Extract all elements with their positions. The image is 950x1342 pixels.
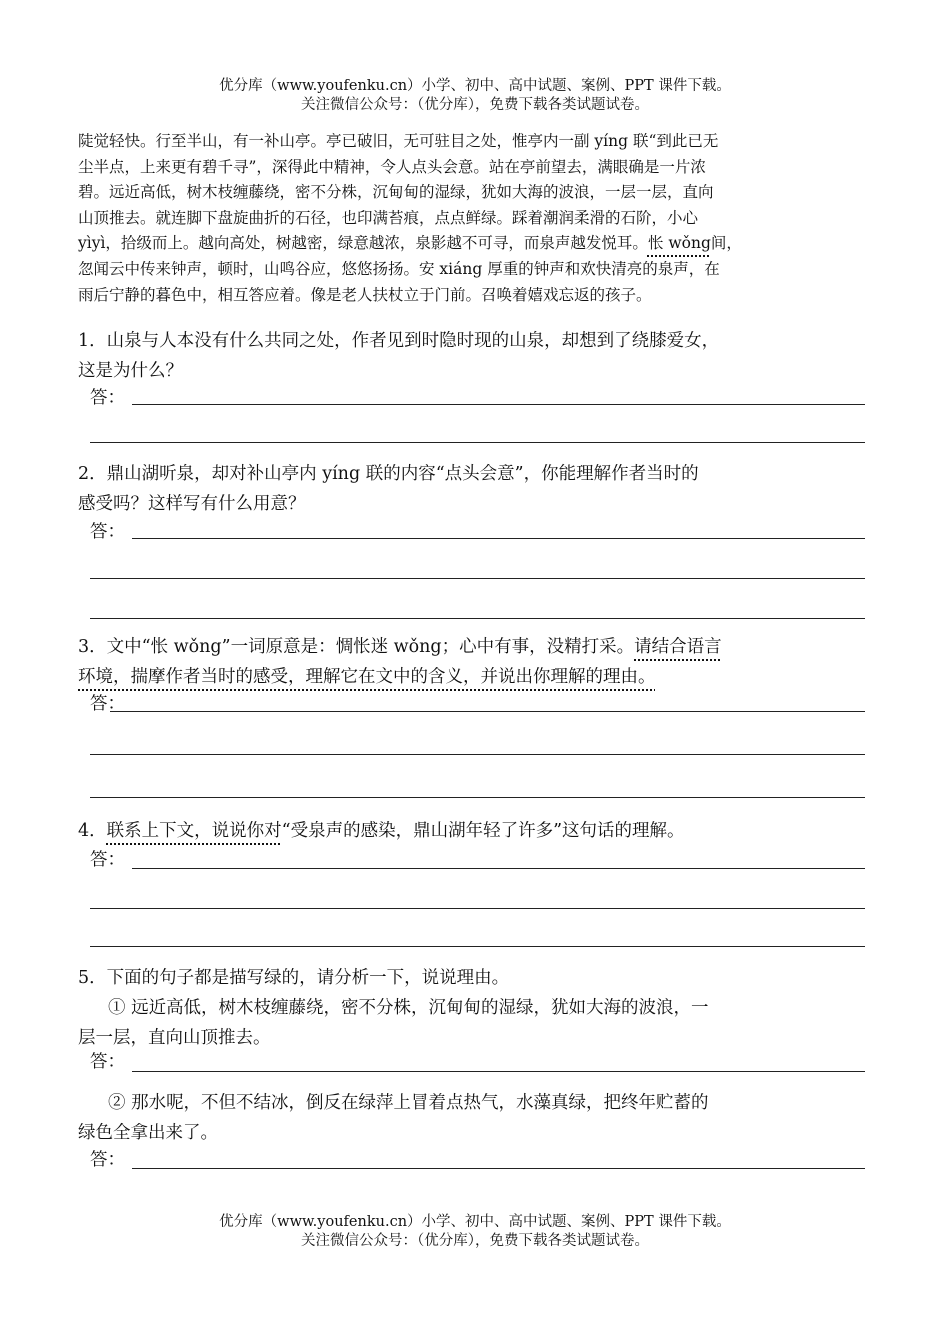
question-text: 这是为什么？: [78, 361, 183, 381]
reading-passage: [78, 129, 868, 308]
answer-line[interactable]: [132, 404, 865, 405]
sentence-1: ① 远近高低，树木枝缠藤绕，密不分株，沉甸甸的湿绿，犹如大海的波浪，一: [108, 998, 709, 1018]
answer-label: 答：: [90, 850, 125, 870]
sentence-1-cont: 层一层，直向山顶推去。: [78, 1028, 271, 1048]
answer-line[interactable]: [90, 578, 865, 579]
answer-label: 答：: [90, 388, 125, 408]
passage-line: 忽闻云中传来钟声，顿时，山鸣谷应，悠悠扬扬。安 xiáng 厚重的钟声和欢快清亮的泉声，在: [78, 259, 720, 278]
question-text: 5．下面的句子都是描写绿的，请分析一下，说说理由。: [78, 968, 510, 988]
page-header: [0, 77, 950, 115]
sentence-2: ② 那水呢，不但不结冰，倒反在绿萍上冒着点热气，水藻真绿，把终年贮蓄的: [108, 1093, 709, 1113]
passage-line: 山顶推去。就连脚下盘旋曲折的石径，也印满苔痕，点点鲜绿。踩着潮润柔滑的石阶，小心: [78, 208, 699, 227]
header-line-2: 关注微信公众号：（优分库），免费下载各类试题试卷。: [301, 97, 649, 113]
passage-line: [78, 231, 868, 257]
answer-line[interactable]: [90, 797, 865, 798]
question-text: “受泉声的感染，鼎山湖年轻了许多”这句话的理解。: [281, 821, 685, 841]
question-text: 3．文中“怅 wǒng”一词原意是：惆怅迷 wǒng；心中有事，没精打采。: [78, 637, 635, 657]
answer-line[interactable]: [110, 711, 865, 712]
answer-line[interactable]: [132, 1071, 865, 1072]
answer-label: 答：: [90, 1150, 125, 1170]
question-2: [78, 459, 878, 519]
answer-line[interactable]: [132, 1168, 865, 1169]
answer-line[interactable]: [90, 946, 865, 947]
question-3: [78, 632, 878, 692]
question-line: [78, 816, 878, 846]
answer-line[interactable]: [132, 538, 865, 539]
answer-label: 答：: [90, 694, 125, 714]
footer-line-1: 优分库（www.youfenku.cn）小学、初中、高中试题、案例、PPT 课件下载。: [219, 1214, 731, 1230]
question-5-sentence-2: [78, 1088, 878, 1148]
passage-line: 碧。远近高低，树木枝缠藤绕，密不分株，沉甸甸的湿绿，犹如大海的波浪，一层一层，直向: [78, 183, 714, 202]
emphasized-word: 怅 wǒng: [647, 234, 711, 253]
question-text: 1．山泉与人本没有什么共同之处，作者见到时隐时现的山泉，却想到了绕膝爱女，: [78, 331, 720, 351]
emphasized-text: 请结合语言: [634, 637, 722, 657]
answer-line[interactable]: [90, 754, 865, 755]
emphasized-text: 环境，揣摩作者当时的感受，理解它在文中的含义，并说出你理解的理由。: [78, 667, 656, 687]
question-line: [78, 662, 878, 692]
answer-label: 答：: [90, 1052, 125, 1072]
footer-line-2: 关注微信公众号：（优分库），免费下载各类试题试卷。: [301, 1233, 649, 1249]
answer-line[interactable]: [90, 908, 865, 909]
emphasized-text: 联系上下文，说说你对: [106, 821, 282, 841]
answer-line[interactable]: [90, 442, 865, 443]
question-text: 4．: [78, 821, 107, 841]
passage-text: yìyì，拾级而上。越向高处，树越密，绿意越浓，泉影越不可寻，而泉声越发悦耳。: [78, 234, 648, 253]
question-line: [78, 632, 878, 662]
question-text: 2．鼎山湖听泉，却对补山亭内 yíng 联的内容“点头会意”，你能理解作者当时的: [78, 464, 699, 484]
answer-label: 答：: [90, 522, 125, 542]
sentence-2-cont: 绿色全拿出来了。: [78, 1123, 218, 1143]
header-line-1: 优分库（www.youfenku.cn）小学、初中、高中试题、案例、PPT 课件下载。: [219, 78, 731, 94]
question-1: [78, 326, 878, 386]
page-footer: [0, 1213, 950, 1251]
passage-line: 尘半点，上来更有碧千寻”，深得此中精神，令人点头会意。站在亭前望去，满眼确是一片浓: [78, 157, 706, 176]
answer-line[interactable]: [132, 868, 865, 869]
question-text: 感受吗？这样写有什么用意？: [78, 494, 306, 514]
answer-line[interactable]: [90, 618, 865, 619]
passage-line: 陡觉轻快。行至半山，有一补山亭。亭已破旧，无可驻目之处，惟亭内一副 yíng 联“到此已无: [78, 132, 719, 150]
question-4: [78, 816, 878, 846]
passage-text: 间，: [710, 234, 742, 253]
passage-line: 雨后宁静的暮色中，相互答应着。像是老人扶杖立于门前。召唤着嬉戏忘返的孩子。: [78, 285, 652, 304]
question-5: [78, 963, 878, 1053]
